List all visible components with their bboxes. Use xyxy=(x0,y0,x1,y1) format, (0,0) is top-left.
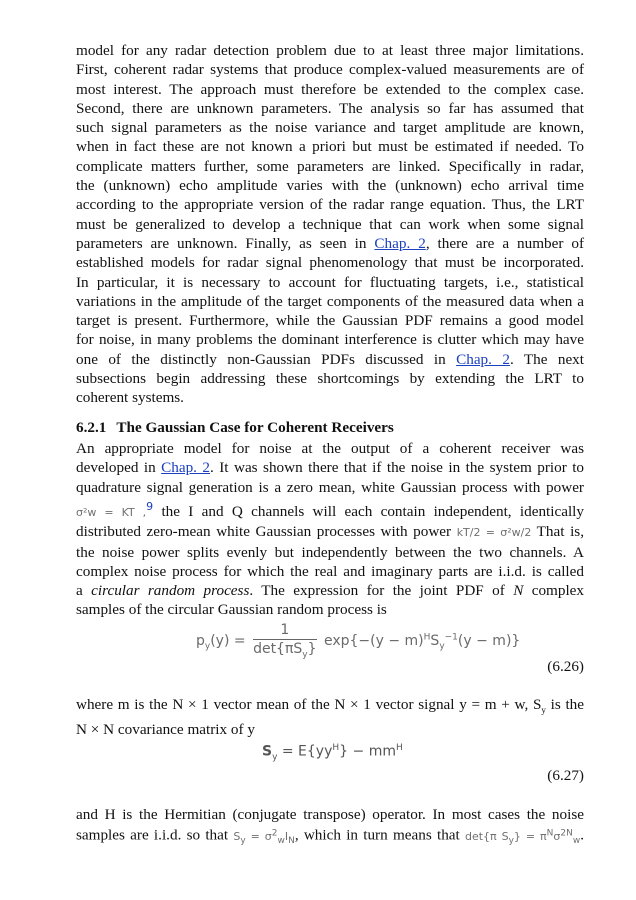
text-line xyxy=(76,458,584,477)
text-line: for noise, in many problems the dominant interference is clutter which may have xyxy=(76,331,584,349)
eq-lhs: S xyxy=(262,743,273,760)
eq-lhs: p xyxy=(196,632,205,649)
eq-rhs-end: } − mm xyxy=(339,743,396,760)
text-segment: developed in xyxy=(76,459,156,477)
eq-denominator: $\det\{\pi S_y\}$ xyxy=(253,641,317,660)
text-line: First, coherent radar systems that produce complex-valued measurements are of xyxy=(76,61,584,79)
text-segment: . It was shown there that if the noise in the system prior to xyxy=(210,459,585,477)
text-line: Second, there are unknown parameters. The analysis so far has assumed that xyxy=(76,99,584,117)
determinant-equation: det{π $S_y\} = \pi^N\sigma^{2N}_w$ xyxy=(464,828,581,847)
noise-power-equation: σ²w = KT , xyxy=(76,505,147,519)
eq-numerator: 1 xyxy=(253,622,316,640)
equation-number: (6.27) xyxy=(547,767,584,784)
section-heading xyxy=(76,419,394,437)
text-segment: . The expression for the joint PDF of xyxy=(249,582,505,600)
text-line: when in fact these are not known a priori but must be estimated if needed. To xyxy=(76,138,584,156)
section-title: The Gaussian Case for Coherent Receivers xyxy=(116,419,394,436)
text-segment: . The next xyxy=(509,350,584,368)
text-line: subsections begin addressing these shortcomings by extending the LRT to xyxy=(76,370,584,388)
text-segment: distributed zero-mean white Gaussian processes with power xyxy=(76,523,452,541)
paragraph-limitations xyxy=(76,41,584,408)
text-line xyxy=(76,581,584,600)
eq-rhs: = E{yy xyxy=(281,743,333,760)
paragraph-gaussian-model xyxy=(76,439,584,620)
equation-6-27: $S_y = E\{yy^H\} - mm^H$ xyxy=(262,743,403,763)
text-line: In particular, it is necessary to account for fluctuating targets, i.e., statistical xyxy=(76,273,584,291)
text-line: quadrature signal generation is a zero mean, white Gaussian process with power xyxy=(76,478,584,496)
text-line: and H is the Hermitian (conjugate transpose) operator. In most cases the noise xyxy=(76,806,584,823)
text-line: complicate matters further, some parameters are linked. Specifically in radar, xyxy=(76,157,584,175)
text-segment: a xyxy=(76,582,83,600)
text-segment: is the xyxy=(550,696,585,713)
text-line: target is present. Furthermore, while the Gaussian PDF remains a good model xyxy=(76,312,584,330)
text-line xyxy=(76,350,584,369)
chapter-2-link[interactable]: Chap. 2 xyxy=(456,350,510,368)
text-line: variations in the amplitude of the target components of the measured data when a xyxy=(76,292,584,310)
text-line: established models for radar signal phenomenology that must be incorporated. xyxy=(76,254,584,272)
variable: N xyxy=(513,582,524,600)
paragraph-hermitian xyxy=(76,805,584,851)
text-segment: That is, xyxy=(536,523,584,541)
text-segment: , there are a number of xyxy=(425,234,585,252)
text-line: must be generalized to develop a technique that can work when some signal xyxy=(76,215,584,233)
text-line: such signal parameters as the noise variance and target amplitude are known, xyxy=(76,119,584,137)
text-segment: complex xyxy=(531,582,585,600)
text-line xyxy=(76,522,584,542)
emphasis-term: circular random process xyxy=(91,582,250,600)
text-line xyxy=(76,234,584,253)
eq-fraction xyxy=(253,622,316,660)
text-line: the noise power splits evenly but independently between the two channels. A xyxy=(76,543,584,561)
text-line xyxy=(76,824,584,851)
text-line: samples of the circular Gaussian random process is xyxy=(76,601,387,619)
text-segment: , which in turn means that xyxy=(294,826,460,844)
section-number: 6.2.1 xyxy=(76,419,107,436)
text-segment: one of the distinctly non-Gaussian PDFs discussed in xyxy=(76,350,446,368)
text-line: An appropriate model for noise at the output of a coherent receiver was xyxy=(76,440,584,457)
channel-power-equation: kT/2 = σ²w/2 xyxy=(456,526,532,540)
eq-rhs: exp{−(y − m) xyxy=(323,632,424,649)
text-line xyxy=(76,497,584,522)
chapter-2-link[interactable]: Chap. 2 xyxy=(374,234,426,252)
text-line: coherent systems. xyxy=(76,389,184,407)
text-line: complex noise process for which the real and imaginary parts are i.i.d. is called xyxy=(76,562,584,580)
chapter-2-link[interactable]: Chap. 2 xyxy=(161,459,211,477)
text-segment: samples are i.i.d. so that xyxy=(76,826,229,844)
text-line: N × N covariance matrix of y xyxy=(76,721,255,739)
text-line: most interest. The approach must therefore be extended to the complex case. xyxy=(76,80,584,98)
text-segment: the I and Q channels will each contain independent, identically xyxy=(161,502,584,520)
text-line: where m is the N × 1 vector mean of the N × 1 vector signal y = m + w, $S_y$ is the xyxy=(76,696,585,716)
text-line: the (unknown) echo amplitude varies with the (unknown) echo arrival time xyxy=(76,177,584,195)
equation-number: (6.26) xyxy=(547,658,584,675)
text-segment: parameters are unknown. Finally, as seen in xyxy=(76,234,367,252)
covariance-equation: $S_y = \sigma^2_wI_N$ xyxy=(233,828,295,847)
eq-rhs-end: (y − m)} xyxy=(457,632,521,649)
footnote-marker[interactable]: 9 xyxy=(146,499,154,513)
paragraph-mean-vector xyxy=(76,695,584,740)
text-segment: where m is the N × 1 vector mean of the N × 1 vector signal y = m + w, S xyxy=(76,696,542,713)
equation-6-26: $p_y(y)$ = $\frac{1}{\det\{\pi S_y\}}$ $\exp\{-(y - m)^HS_y^{-1}(y - m)\}$ xyxy=(196,622,521,660)
text-segment: . xyxy=(580,826,584,844)
text-line: model for any radar detection problem due to at least three major limitations. xyxy=(76,42,584,59)
text-line: according to the appropriate version of the radar range equation. Thus, the LRT xyxy=(76,196,584,214)
